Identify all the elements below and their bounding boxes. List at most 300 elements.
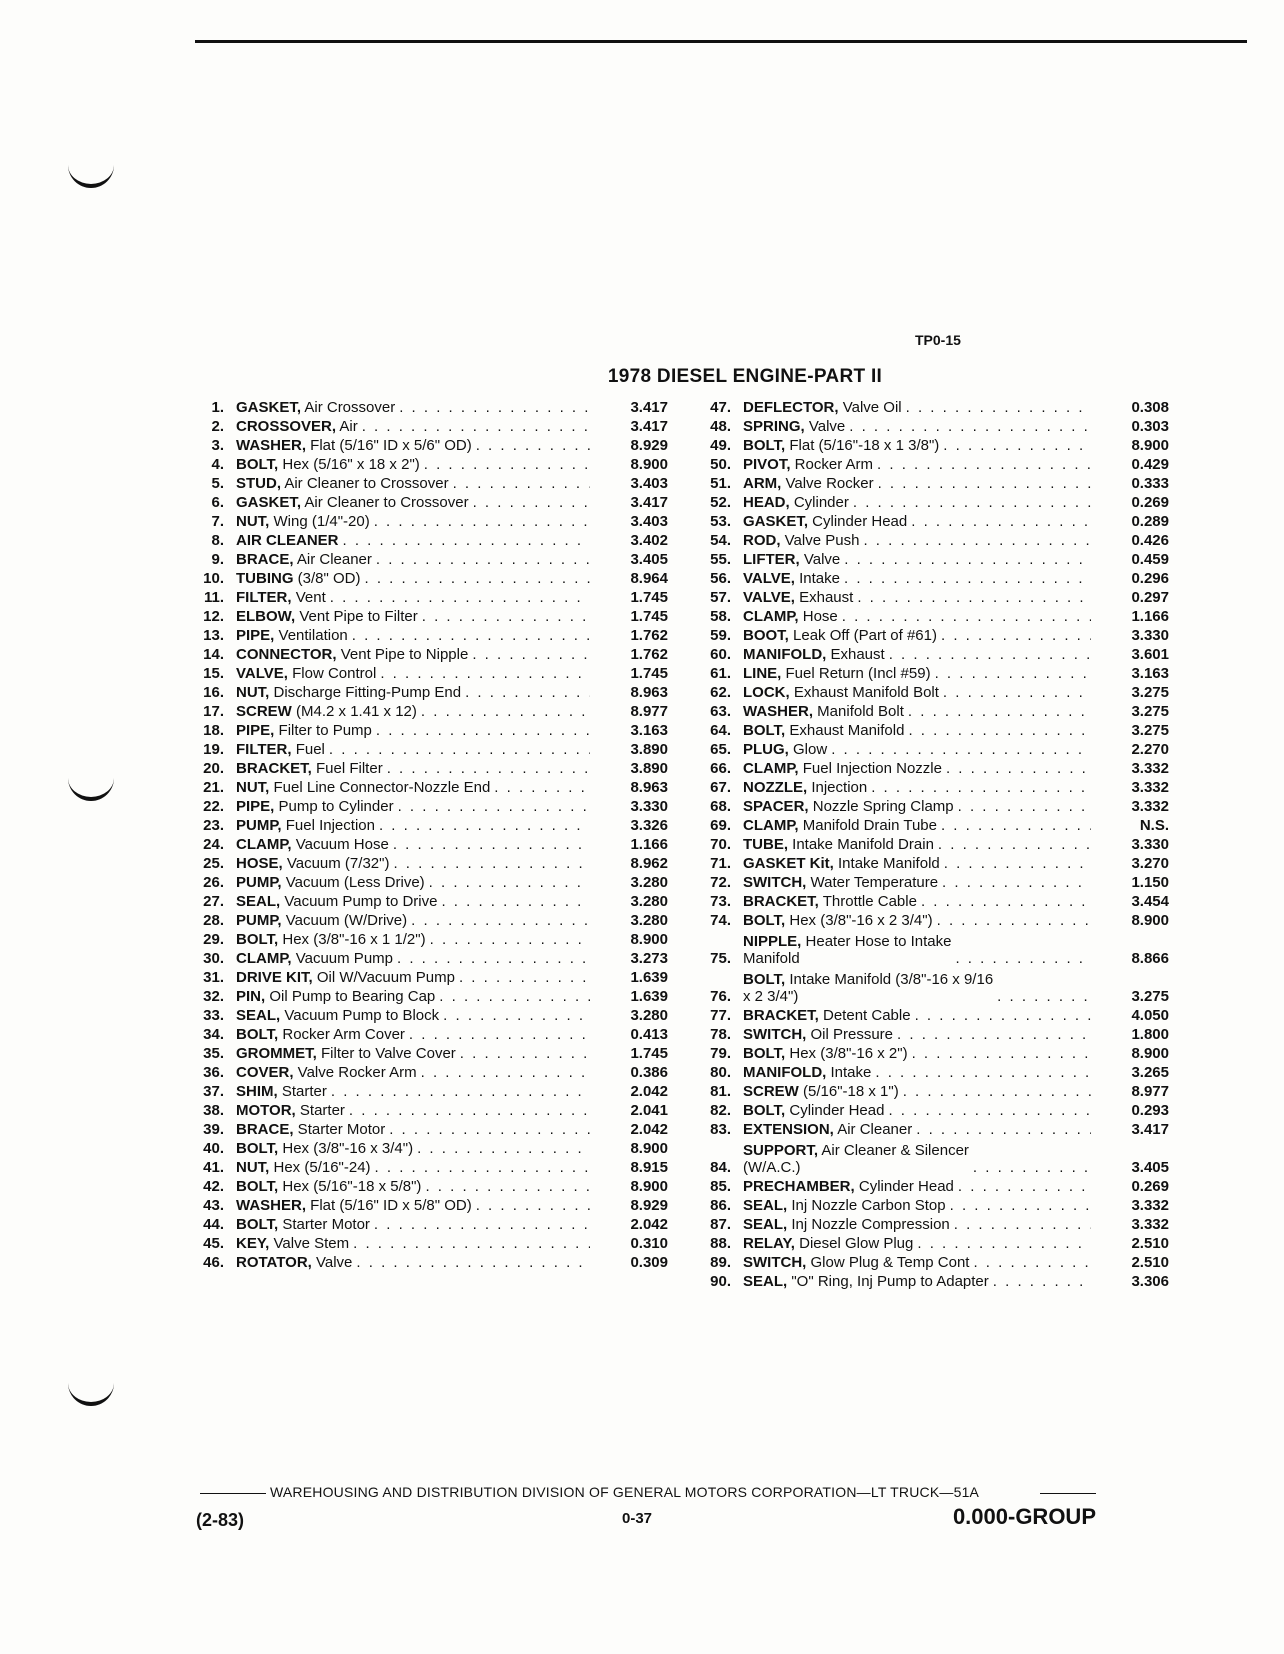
- item-description: [743, 760, 1091, 777]
- item-number: 5.: [211, 475, 224, 492]
- item-number: 78.: [710, 1026, 731, 1043]
- item-detail-continued: x 2 3/4"): [743, 988, 799, 1005]
- item-number: 12.: [203, 608, 224, 625]
- parts-row: [178, 853, 668, 872]
- leader-dots: [352, 627, 590, 644]
- parts-row: [178, 1119, 668, 1138]
- parts-row: [178, 796, 668, 815]
- leader-dots: [877, 456, 1091, 473]
- item-part-name: SEAL,: [743, 1216, 788, 1233]
- item-detail: Manifold Bolt: [813, 703, 904, 720]
- item-group-code: 0.269: [1131, 494, 1169, 511]
- item-group-code: 8.929: [630, 1197, 668, 1214]
- leader-dots: [958, 798, 1091, 815]
- parts-row: [178, 511, 668, 530]
- item-detail: Ventilation: [274, 627, 348, 644]
- item-description: [236, 741, 590, 758]
- item-part-name: BOLT,: [743, 722, 786, 739]
- parts-row: [178, 606, 668, 625]
- item-part-name: PLUG,: [743, 741, 789, 758]
- item-description: [743, 1197, 1091, 1214]
- item-part-name: PIPE,: [236, 722, 275, 739]
- parts-row: [685, 397, 1169, 416]
- item-group-code: 3.417: [630, 399, 668, 416]
- leader-dots: [908, 703, 1091, 720]
- parts-row: [685, 1119, 1169, 1138]
- parts-row: [178, 397, 668, 416]
- parts-row: [178, 473, 668, 492]
- item-group-code: 3.405: [630, 551, 668, 568]
- leader-dots: [915, 1007, 1091, 1024]
- item-part-name: GROMMET,: [236, 1045, 317, 1062]
- leader-dots: [941, 627, 1091, 644]
- leader-dots: [343, 532, 590, 549]
- item-number: 24.: [203, 836, 224, 853]
- item-part-name: CLAMP,: [743, 608, 799, 625]
- item-description: [743, 933, 1091, 967]
- item-detail: Inj Nozzle Carbon Stop: [787, 1197, 946, 1214]
- item-group-code: 8.962: [630, 855, 668, 872]
- item-group-code: 1.745: [630, 608, 668, 625]
- parts-row: [178, 663, 668, 682]
- item-number: 16.: [203, 684, 224, 701]
- leader-dots: [441, 893, 590, 910]
- item-group-code: 3.270: [1131, 855, 1169, 872]
- item-detail: Valve: [311, 1254, 353, 1271]
- parts-row: [685, 549, 1169, 568]
- item-part-name: KEY,: [236, 1235, 270, 1252]
- item-number: 53.: [710, 513, 731, 530]
- item-description: [236, 1083, 590, 1100]
- item-number: 66.: [710, 760, 731, 777]
- parts-row: [178, 1233, 668, 1252]
- leader-dots: [889, 646, 1091, 663]
- item-group-code: 3.330: [1131, 627, 1169, 644]
- item-group-code: 8.900: [630, 1140, 668, 1157]
- parts-row: [685, 701, 1169, 720]
- parts-row: [178, 530, 668, 549]
- leader-dots: [430, 931, 590, 948]
- item-group-code: 3.417: [630, 494, 668, 511]
- leader-dots: [941, 817, 1091, 834]
- parts-row: [685, 473, 1169, 492]
- leader-dots: [857, 589, 1091, 606]
- parts-row: [178, 1138, 668, 1157]
- item-number: 56.: [710, 570, 731, 587]
- item-group-code: 3.405: [1131, 1159, 1169, 1176]
- item-part-name: LINE,: [743, 665, 782, 682]
- item-part-name: PRECHAMBER,: [743, 1178, 855, 1195]
- item-detail: Vent Pipe to Filter: [295, 608, 418, 625]
- item-description: [743, 1254, 1091, 1271]
- item-group-code: 3.280: [630, 912, 668, 929]
- item-part-name: CONNECTOR,: [236, 646, 337, 663]
- item-number: 35.: [203, 1045, 224, 1062]
- item-part-name: ELBOW,: [236, 608, 296, 625]
- item-group-code: 3.403: [630, 513, 668, 530]
- item-description: [236, 1102, 590, 1119]
- item-group-code: 2.041: [630, 1102, 668, 1119]
- item-description: [743, 1121, 1091, 1138]
- item-group-code: 0.310: [630, 1235, 668, 1252]
- item-group-code: 2.270: [1131, 741, 1169, 758]
- parts-row: [685, 454, 1169, 473]
- item-detail: Valve Rocker Arm: [293, 1064, 417, 1081]
- item-description: [236, 1197, 590, 1214]
- parts-row: [685, 1195, 1169, 1214]
- item-detail: Hex (5/16"-24): [269, 1159, 371, 1176]
- item-description: [236, 684, 590, 701]
- item-description: [743, 703, 1091, 720]
- parts-row: [685, 530, 1169, 549]
- item-part-name: NUT,: [236, 1159, 270, 1176]
- item-part-name: GASKET,: [743, 513, 809, 530]
- leader-dots: [331, 1083, 590, 1100]
- item-number: 59.: [710, 627, 731, 644]
- item-part-name: BOLT,: [236, 1216, 279, 1233]
- item-part-name: FILTER,: [236, 741, 292, 758]
- item-group-code: 2.042: [630, 1216, 668, 1233]
- item-group-code: 8.900: [1131, 912, 1169, 929]
- item-description: [236, 836, 590, 853]
- item-number: 26.: [203, 874, 224, 891]
- parts-row: [178, 777, 668, 796]
- item-number: 2.: [211, 418, 224, 435]
- parts-row: [685, 416, 1169, 435]
- item-number: 23.: [203, 817, 224, 834]
- item-part-name: BOLT,: [743, 1045, 786, 1062]
- parts-row: [685, 834, 1169, 853]
- item-part-name: PUMP,: [236, 912, 282, 929]
- item-group-code: 3.275: [1131, 703, 1169, 720]
- item-description: [743, 456, 1091, 473]
- item-part-name: MANIFOLD,: [743, 1064, 827, 1081]
- item-part-name: NOZZLE,: [743, 779, 808, 796]
- item-part-name: VALVE,: [236, 665, 288, 682]
- item-group-code: 4.050: [1131, 1007, 1169, 1024]
- leader-dots: [374, 1216, 590, 1233]
- item-group-code: 8.915: [630, 1159, 668, 1176]
- item-group-code: 0.426: [1131, 532, 1169, 549]
- leader-dots: [494, 779, 590, 796]
- item-part-name: VALVE,: [743, 570, 795, 587]
- item-part-name: CROSSOVER,: [236, 418, 337, 435]
- leader-dots: [425, 1178, 590, 1195]
- item-description: [743, 551, 1091, 568]
- item-group-code: 8.866: [1131, 950, 1169, 967]
- item-group-code: 8.963: [630, 779, 668, 796]
- item-part-name: GASKET,: [236, 399, 302, 416]
- item-detail: Valve Oil: [838, 399, 902, 416]
- parts-row: [685, 967, 1169, 1005]
- item-detail: Cylinder: [789, 494, 849, 511]
- item-detail: Air Cleaner to Crossover: [281, 475, 449, 492]
- item-group-code: 0.269: [1131, 1178, 1169, 1195]
- item-part-name: BOLT,: [236, 456, 279, 473]
- parts-row: [685, 1043, 1169, 1062]
- parts-row: [685, 644, 1169, 663]
- item-detail: Hex (5/16"-18 x 5/8"): [278, 1178, 422, 1195]
- item-number: 60.: [710, 646, 731, 663]
- item-description: [743, 1216, 1091, 1233]
- item-description: [236, 817, 590, 834]
- item-description: [236, 1216, 590, 1233]
- item-number: 76.: [710, 988, 731, 1005]
- item-description: [236, 703, 590, 720]
- item-part-name: SPRING,: [743, 418, 805, 435]
- item-description: [743, 874, 1091, 891]
- item-group-code: 3.330: [1131, 836, 1169, 853]
- item-description: [236, 931, 590, 948]
- item-detail: Fuel Injection Nozzle: [798, 760, 942, 777]
- item-number: 47.: [710, 399, 731, 416]
- item-group-code: 1.762: [630, 627, 668, 644]
- item-number: 31.: [203, 969, 224, 986]
- item-description: [743, 855, 1091, 872]
- item-group-code: 8.963: [630, 684, 668, 701]
- leader-dots: [943, 684, 1091, 701]
- parts-row: [178, 701, 668, 720]
- item-number: 68.: [710, 798, 731, 815]
- parts-row: [178, 549, 668, 568]
- item-part-name: TUBE,: [743, 836, 788, 853]
- item-group-code: 8.900: [1131, 437, 1169, 454]
- item-detail-continued: (W/A.C.): [743, 1159, 801, 1176]
- leader-dots: [424, 456, 590, 473]
- item-detail: (M4.2 x 1.41 x 12): [291, 703, 417, 720]
- leader-dots: [950, 1197, 1091, 1214]
- leader-dots: [853, 494, 1091, 511]
- item-part-name: ARM,: [743, 475, 782, 492]
- item-description: [743, 684, 1091, 701]
- item-detail: Diesel Glow Plug: [794, 1235, 914, 1252]
- item-group-code: 0.308: [1131, 399, 1169, 416]
- item-part-name: BOLT,: [743, 971, 786, 988]
- item-detail: Fuel Line Connector-Nozzle End: [269, 779, 491, 796]
- item-detail: Filter to Pump: [274, 722, 372, 739]
- item-part-name: NUT,: [236, 513, 270, 530]
- item-group-code: 8.977: [1131, 1083, 1169, 1100]
- item-group-code: 8.977: [630, 703, 668, 720]
- item-part-name: GASKET Kit,: [743, 855, 834, 872]
- footer-rule-left: [200, 1493, 266, 1494]
- item-detail: Throttle Cable: [818, 893, 917, 910]
- item-description: [236, 912, 590, 929]
- item-description: [743, 1273, 1091, 1290]
- item-number: 80.: [710, 1064, 731, 1081]
- item-part-name: NUT,: [236, 779, 270, 796]
- item-part-name: DEFLECTOR,: [743, 399, 839, 416]
- leader-dots: [387, 760, 590, 777]
- leader-dots: [844, 551, 1091, 568]
- item-detail: Oil Pump to Bearing Cap: [265, 988, 436, 1005]
- item-number: 65.: [710, 741, 731, 758]
- item-part-name: EXTENSION,: [743, 1121, 834, 1138]
- item-part-name: SEAL,: [743, 1197, 788, 1214]
- parts-list-right: [685, 397, 1169, 1290]
- item-description: [236, 950, 590, 967]
- leader-dots: [374, 513, 590, 530]
- leader-dots: [831, 741, 1091, 758]
- item-number: 49.: [710, 437, 731, 454]
- item-description: [743, 1102, 1091, 1119]
- leader-dots: [362, 418, 590, 435]
- item-group-code: 3.273: [630, 950, 668, 967]
- item-part-name: STUD,: [236, 475, 281, 492]
- item-group-code: 8.929: [630, 437, 668, 454]
- item-group-code: 3.280: [630, 874, 668, 891]
- item-description: [236, 1235, 590, 1252]
- item-number: 82.: [710, 1102, 731, 1119]
- item-part-name: MOTOR,: [236, 1102, 296, 1119]
- leader-dots: [393, 836, 590, 853]
- item-group-code: 3.890: [630, 760, 668, 777]
- leader-dots: [439, 988, 590, 1005]
- parts-row: [178, 739, 668, 758]
- item-part-name: BRACE,: [236, 1121, 294, 1138]
- parts-row: [685, 872, 1169, 891]
- item-part-name: BOLT,: [236, 1178, 279, 1195]
- item-detail: Hex (3/8"-16 x 3/4"): [278, 1140, 414, 1157]
- item-description: [236, 418, 590, 435]
- item-number: 27.: [203, 893, 224, 910]
- parts-row: [685, 929, 1169, 967]
- item-number: 54.: [710, 532, 731, 549]
- item-detail: Air Cleaner: [833, 1121, 913, 1138]
- item-detail: Injection: [807, 779, 868, 796]
- item-detail: Vent Pipe to Nipple: [336, 646, 469, 663]
- item-number: 19.: [203, 741, 224, 758]
- item-part-name: BRACE,: [236, 551, 294, 568]
- leader-dots: [917, 1235, 1091, 1252]
- item-group-code: 2.042: [630, 1121, 668, 1138]
- item-group-code: 1.745: [630, 665, 668, 682]
- leader-dots: [421, 703, 590, 720]
- item-part-name: MANIFOLD,: [743, 646, 827, 663]
- item-detail: Vacuum Pump: [291, 950, 393, 967]
- item-number: 36.: [203, 1064, 224, 1081]
- item-detail: Detent Cable: [818, 1007, 911, 1024]
- parts-row: [685, 758, 1169, 777]
- item-group-code: 0.386: [630, 1064, 668, 1081]
- parts-row: [178, 682, 668, 701]
- parts-row: [685, 1214, 1169, 1233]
- item-detail: Wing (1/4"-20): [269, 513, 370, 530]
- leader-dots: [844, 570, 1091, 587]
- item-description: [743, 589, 1091, 606]
- item-part-name: SEAL,: [743, 1273, 788, 1290]
- leader-dots: [380, 665, 590, 682]
- item-number: 39.: [203, 1121, 224, 1138]
- item-part-name: BOLT,: [743, 912, 786, 929]
- item-part-name: DRIVE KIT,: [236, 969, 313, 986]
- parts-row: [178, 929, 668, 948]
- parts-row: [685, 606, 1169, 625]
- item-number: 61.: [710, 665, 731, 682]
- item-part-name: HEAD,: [743, 494, 790, 511]
- item-detail: Vacuum (Less Drive): [281, 874, 425, 891]
- item-detail: Fuel: [291, 741, 325, 758]
- leader-dots: [944, 855, 1091, 872]
- item-description: [743, 399, 1091, 416]
- item-number: 14.: [203, 646, 224, 663]
- item-part-name: CLAMP,: [236, 950, 292, 967]
- leader-dots: [376, 551, 590, 568]
- item-description: [743, 817, 1091, 834]
- leader-dots: [938, 836, 1091, 853]
- parts-row: [178, 1195, 668, 1214]
- item-detail: Hex (3/8"-16 x 2"): [785, 1045, 908, 1062]
- item-number: 25.: [203, 855, 224, 872]
- leader-dots: [903, 1083, 1091, 1100]
- item-part-name: PUMP,: [236, 874, 282, 891]
- item-number: 8.: [211, 532, 224, 549]
- item-part-name: COVER,: [236, 1064, 294, 1081]
- item-detail: Intake Manifold Drain: [788, 836, 934, 853]
- item-detail: Hose: [798, 608, 838, 625]
- item-number: 38.: [203, 1102, 224, 1119]
- item-part-name: WASHER,: [236, 437, 307, 454]
- item-detail: Air Cleaner to Crossover: [301, 494, 469, 511]
- item-description: [236, 1121, 590, 1138]
- binder-hole-mark: [68, 775, 114, 801]
- item-detail: Starter: [295, 1102, 345, 1119]
- parts-row: [178, 1081, 668, 1100]
- item-detail: Hex (3/8"-16 x 2 3/4"): [785, 912, 933, 929]
- parts-row: [685, 1176, 1169, 1195]
- item-description: [236, 722, 590, 739]
- item-detail: Rocker Arm Cover: [278, 1026, 405, 1043]
- item-description: [743, 1083, 1091, 1100]
- parts-row: [685, 891, 1169, 910]
- item-group-code: 3.890: [630, 741, 668, 758]
- item-detail: Valve Stem: [269, 1235, 350, 1252]
- parts-row: [685, 739, 1169, 758]
- item-group-code: 0.297: [1131, 589, 1169, 606]
- item-part-name: ROTATOR,: [236, 1254, 312, 1271]
- item-part-name: SPACER,: [743, 798, 809, 815]
- leader-dots: [459, 969, 590, 986]
- item-number: 58.: [710, 608, 731, 625]
- leader-dots: [398, 798, 590, 815]
- item-group-code: 1.639: [630, 969, 668, 986]
- item-description: [236, 1159, 590, 1176]
- item-group-code: 2.510: [1131, 1254, 1169, 1271]
- item-detail: Valve: [804, 418, 846, 435]
- item-detail: Starter Motor: [293, 1121, 386, 1138]
- item-detail: Vent: [291, 589, 326, 606]
- item-part-name: ROD,: [743, 532, 781, 549]
- item-detail: Inj Nozzle Compression: [787, 1216, 950, 1233]
- item-description: [236, 1254, 590, 1271]
- item-detail: Water Temperature: [806, 874, 939, 891]
- item-detail: (5/16"-18 x 1"): [798, 1083, 899, 1100]
- item-description: [236, 475, 590, 492]
- item-number: 21.: [203, 779, 224, 796]
- parts-row: [685, 815, 1169, 834]
- item-number: 33.: [203, 1007, 224, 1024]
- item-description: [743, 741, 1091, 758]
- item-description: [236, 855, 590, 872]
- item-number: 51.: [710, 475, 731, 492]
- leader-dots: [993, 1273, 1091, 1290]
- item-number: 48.: [710, 418, 731, 435]
- item-description: [236, 456, 590, 473]
- item-description: [743, 893, 1091, 910]
- parts-row: [685, 796, 1169, 815]
- item-group-code: 0.333: [1131, 475, 1169, 492]
- item-number: 86.: [710, 1197, 731, 1214]
